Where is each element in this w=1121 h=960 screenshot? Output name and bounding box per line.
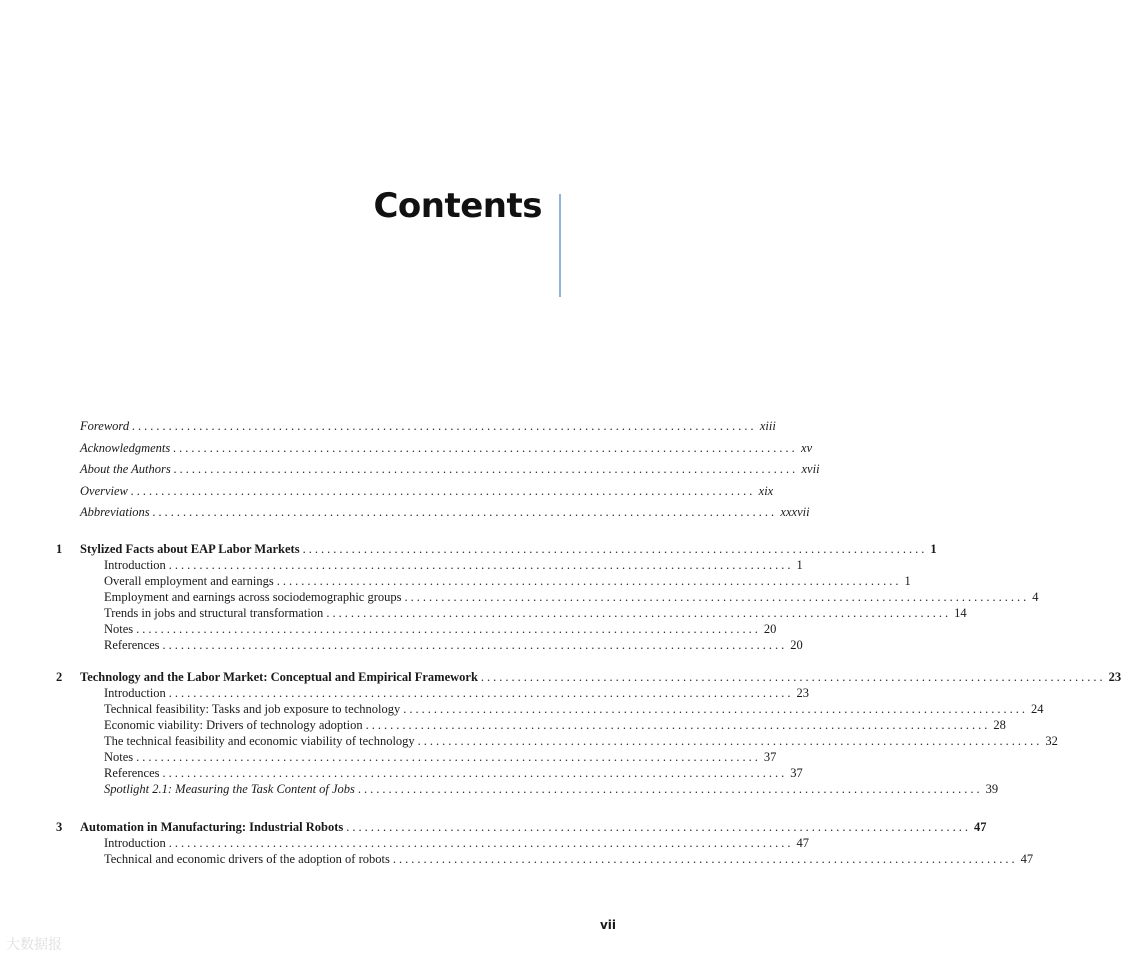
toc-entry-label: Abbreviations <box>80 505 150 519</box>
leader-dots: ...................................................................................................... <box>162 766 788 780</box>
leader-dots: ...................................................................................................... <box>136 750 761 764</box>
section-page: 47 <box>796 836 810 850</box>
toc-section[interactable] <box>104 685 810 701</box>
leader-dots: ...................................................................................................... <box>136 622 761 636</box>
toc-section[interactable] <box>104 557 803 573</box>
chapter-page: 47 <box>973 820 987 834</box>
spotlight-label: Spotlight 2.1: Measuring the Task Content of Jobs <box>104 782 355 796</box>
section-page: 39 <box>985 782 999 796</box>
page-title: Contents <box>373 186 542 226</box>
section-page: 37 <box>790 766 803 780</box>
toc-entry-page: xv <box>801 441 813 455</box>
leader-dots: ...................................................................................................... <box>417 734 1043 748</box>
section-page: 4 <box>1032 590 1039 604</box>
section-page: 23 <box>796 686 810 700</box>
toc-section[interactable] <box>104 573 911 589</box>
leader-dots: ...................................................................................................... <box>152 505 778 519</box>
leader-dots: ...................................................................................................... <box>346 820 971 834</box>
leader-dots: ...................................................................................................... <box>130 484 756 498</box>
section-page: 20 <box>790 638 803 652</box>
leader-dots: ...................................................................................................... <box>365 718 991 732</box>
chapter-title: Stylized Facts about EAP Labor Markets <box>80 542 300 556</box>
section-label: Notes <box>104 622 134 636</box>
toc-entry-label: Overview <box>80 484 128 498</box>
leader-dots: ...................................................................................................... <box>173 441 799 455</box>
leader-dots: ...................................................................................................... <box>173 462 799 476</box>
section-page: 1 <box>904 574 911 588</box>
chapter-number: 2 <box>56 670 63 684</box>
toc-section[interactable] <box>104 749 777 765</box>
section-page: 47 <box>1020 852 1034 866</box>
toc-section[interactable] <box>104 701 1044 717</box>
toc-entry-abbreviations[interactable] <box>80 504 810 520</box>
section-label: Introduction <box>104 686 166 700</box>
leader-dots: ...................................................................................................... <box>302 542 928 556</box>
toc-spotlight[interactable] <box>104 781 999 797</box>
toc-section[interactable] <box>104 765 803 781</box>
section-page: 20 <box>763 622 777 636</box>
toc-section[interactable] <box>104 733 1058 749</box>
section-page: 1 <box>796 558 803 572</box>
section-label: Introduction <box>104 836 166 850</box>
section-label: Employment and earnings across sociodemographic groups <box>104 590 402 604</box>
chapter-number: 1 <box>56 542 63 556</box>
toc-chapter-2[interactable] <box>56 669 1121 685</box>
section-label: Trends in jobs and structural transformation <box>104 606 324 620</box>
section-page: 37 <box>763 750 777 764</box>
page-number: vii <box>599 918 616 932</box>
toc-section[interactable] <box>104 621 777 637</box>
leader-dots: ...................................................................................................... <box>168 686 794 700</box>
leader-dots: ...................................................................................................... <box>168 836 794 850</box>
chapter-page: 1 <box>930 542 937 556</box>
toc-entry-label: Acknowledgments <box>80 441 171 455</box>
section-label: Introduction <box>104 558 166 572</box>
toc-entry-label: Foreword <box>80 419 130 433</box>
leader-dots: ...................................................................................................... <box>480 670 1106 684</box>
toc-section[interactable] <box>104 589 1039 605</box>
toc-entry-acknowledgments[interactable] <box>80 440 813 456</box>
leader-dots: ...................................................................................................... <box>392 852 1018 866</box>
leader-dots: ...................................................................................................... <box>357 782 983 796</box>
section-label: Notes <box>104 750 134 764</box>
toc-entry-about-the-authors[interactable] <box>80 461 820 477</box>
section-label: References <box>104 766 160 780</box>
toc-chapter-3[interactable] <box>56 819 987 835</box>
section-label: Overall employment and earnings <box>104 574 274 588</box>
section-page: 24 <box>1030 702 1044 716</box>
section-label: References <box>104 638 160 652</box>
leader-dots: ...................................................................................................... <box>132 419 757 433</box>
toc-section[interactable] <box>104 851 1034 867</box>
toc-section[interactable] <box>104 835 810 851</box>
toc-entry-page: xxxvii <box>780 505 810 519</box>
toc-section[interactable] <box>104 637 803 653</box>
chapter-title: Technology and the Labor Market: Conceptual and Empirical Framework <box>80 670 478 684</box>
toc-entry-page: xiii <box>759 419 776 433</box>
toc-entry-page: xvii <box>801 462 820 476</box>
leader-dots: ...................................................................................................... <box>276 574 902 588</box>
chapter-title: Automation in Manufacturing: Industrial Robots <box>80 820 344 834</box>
section-label: Technical feasibility: Tasks and job exposure to technology <box>104 702 401 716</box>
title-accent-rule <box>559 194 561 297</box>
section-label: Technical and economic drivers of the adoption of robots <box>104 852 390 866</box>
toc-entry-label: About the Authors <box>80 462 171 476</box>
watermark: 大数据报 <box>6 937 62 953</box>
leader-dots: ...................................................................................................... <box>403 702 1028 716</box>
toc-entry-page: xix <box>758 484 774 498</box>
section-label: The technical feasibility and economic viability of technology <box>104 734 415 748</box>
section-page: 14 <box>954 606 967 620</box>
section-label: Economic viability: Drivers of technology adoption <box>104 718 363 732</box>
toc-section[interactable] <box>104 605 967 621</box>
toc-entry-foreword[interactable] <box>80 418 776 434</box>
leader-dots: ...................................................................................................... <box>168 558 794 572</box>
toc-chapter-1[interactable] <box>56 541 937 557</box>
chapter-number: 3 <box>56 820 63 834</box>
leader-dots: ...................................................................................................... <box>326 606 952 620</box>
section-page: 28 <box>993 718 1006 732</box>
toc-entry-overview[interactable] <box>80 483 774 499</box>
chapter-page: 23 <box>1108 670 1121 684</box>
leader-dots: ...................................................................................................... <box>162 638 788 652</box>
section-page: 32 <box>1045 734 1058 748</box>
leader-dots: ...................................................................................................... <box>404 590 1030 604</box>
toc-section[interactable] <box>104 717 1006 733</box>
